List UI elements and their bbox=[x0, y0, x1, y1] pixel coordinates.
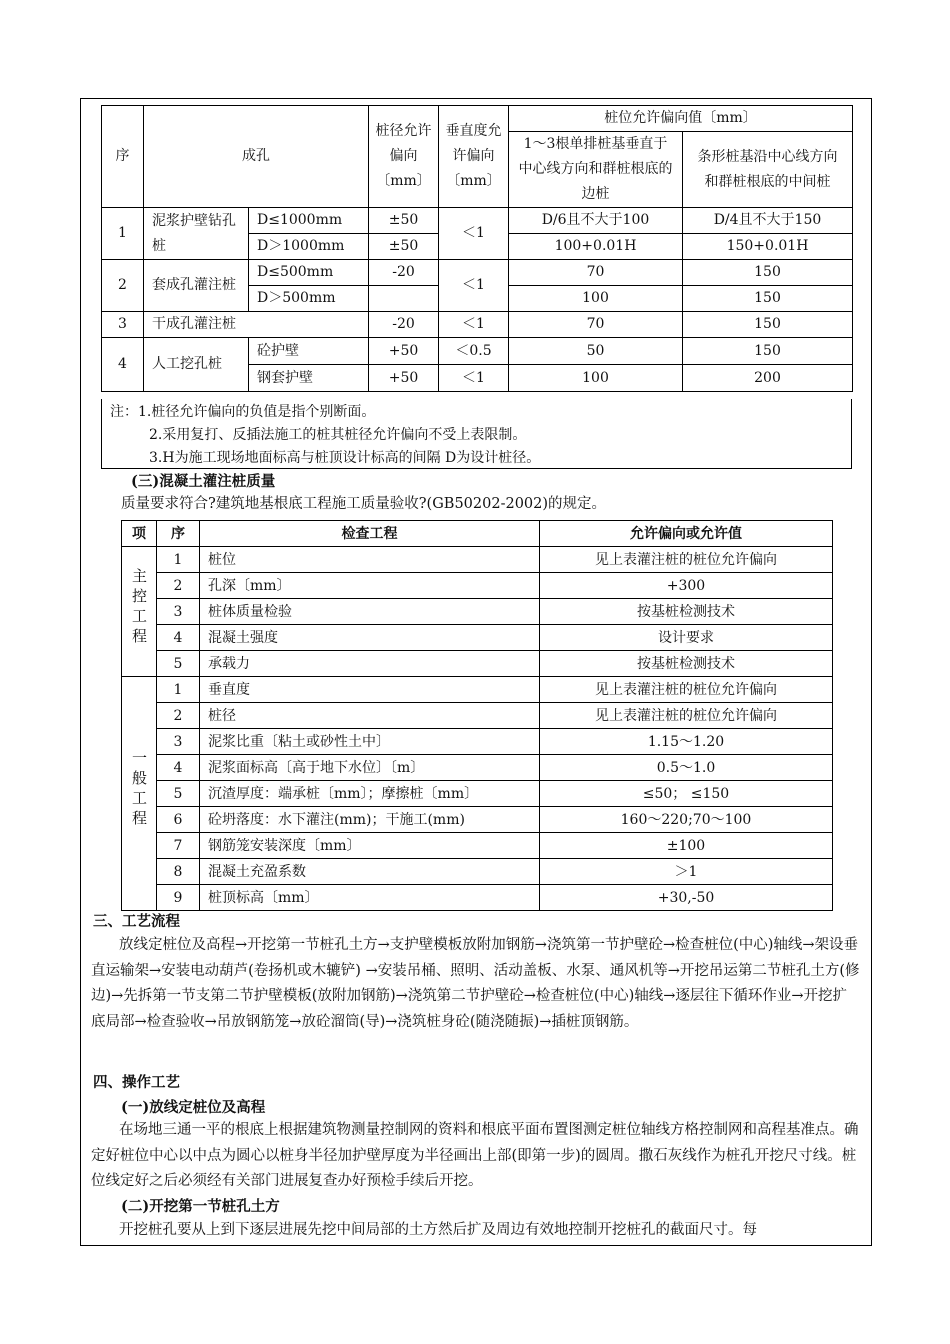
position-middle: 150 bbox=[683, 312, 853, 338]
row-number: 2 bbox=[157, 703, 200, 729]
allow-value: 见上表灌注桩的桩位允许偏向 bbox=[540, 703, 833, 729]
allow-value: 见上表灌注桩的桩位允许偏向 bbox=[540, 547, 833, 573]
table-notes bbox=[101, 399, 852, 469]
check-item: 承载力 bbox=[200, 651, 540, 677]
check-item: 砼坍落度：水下灌注(mm)；干施工(mm) bbox=[200, 807, 540, 833]
position-edge: 100 bbox=[509, 365, 683, 392]
allow-value: ＞1 bbox=[540, 859, 833, 885]
diameter-tolerance: ±50 bbox=[369, 234, 439, 260]
condition: D＞1000mm bbox=[249, 234, 369, 260]
pile-type: 人工挖孔桩 bbox=[144, 338, 249, 392]
check-item: 混凝土强度 bbox=[200, 625, 540, 651]
row-number: 1 bbox=[102, 208, 144, 260]
condition: 砼护壁 bbox=[249, 338, 369, 365]
check-item: 泥浆比重〔粘土或砂性土中〕 bbox=[200, 729, 540, 755]
allow-value: 按基桩检测技术 bbox=[540, 651, 833, 677]
allow-value: ±100 bbox=[540, 833, 833, 859]
row-number: 2 bbox=[102, 260, 144, 312]
check-item: 垂直度 bbox=[200, 677, 540, 703]
check-item: 桩顶标高〔mm〕 bbox=[200, 885, 540, 911]
operation-step-1-title: (一)放线定桩位及高程 bbox=[121, 1099, 266, 1116]
position-middle: 150+0.01H bbox=[683, 234, 853, 260]
row-number: 3 bbox=[102, 312, 144, 338]
allow-value: 按基桩检测技术 bbox=[540, 599, 833, 625]
position-edge: 50 bbox=[509, 338, 683, 365]
condition: D≤1000mm bbox=[249, 208, 369, 234]
allow-value: 见上表灌注桩的桩位允许偏向 bbox=[540, 677, 833, 703]
pile-type: 泥浆护壁钻孔桩 bbox=[144, 208, 249, 260]
verticality-tolerance: ＜1 bbox=[439, 312, 509, 338]
header-check: 检查工程 bbox=[200, 521, 540, 547]
row-number: 9 bbox=[157, 885, 200, 911]
check-item: 泥浆面标高〔高于地下水位〕〔m〕 bbox=[200, 755, 540, 781]
note-line: 2.采用复打、反插法施工的桩其桩径允许偏向不受上表限制。 bbox=[149, 427, 527, 443]
diameter-tolerance: +50 bbox=[369, 365, 439, 392]
header-position-middle-pile: 条形桩基沿中心线方向和群桩根底的中间桩 bbox=[683, 132, 853, 208]
header-position-edge-pile: 1～3根单排桩基垂直于中心线方向和群桩根底的边桩 bbox=[509, 132, 683, 208]
section-craft-process-title: 三、工艺流程 bbox=[93, 913, 180, 930]
row-number: 4 bbox=[157, 625, 200, 651]
allow-value: 1.15～1.20 bbox=[540, 729, 833, 755]
header-seq: 序 bbox=[102, 106, 144, 208]
section-concrete-pile-quality-title: (三)混凝土灌注桩质量 bbox=[131, 473, 276, 490]
allow-value: +300 bbox=[540, 573, 833, 599]
row-number: 4 bbox=[102, 338, 144, 392]
header-allow: 允许偏向或允许值 bbox=[540, 521, 833, 547]
check-item: 桩位 bbox=[200, 547, 540, 573]
pile-type: 干成孔灌注桩 bbox=[144, 312, 369, 338]
position-edge: 100 bbox=[509, 286, 683, 312]
operation-step-2-text: 开挖桩孔要从上到下逐层进展先挖中间局部的土方然后扩及周边有效地控制开挖桩孔的截面尺寸。每 bbox=[119, 1222, 757, 1238]
row-number: 4 bbox=[157, 755, 200, 781]
row-number: 8 bbox=[157, 859, 200, 885]
section-operation-title: 四、操作工艺 bbox=[93, 1074, 180, 1091]
row-number: 1 bbox=[157, 677, 200, 703]
row-number: 3 bbox=[157, 729, 200, 755]
row-number: 7 bbox=[157, 833, 200, 859]
position-middle: 200 bbox=[683, 365, 853, 392]
position-edge: 70 bbox=[509, 312, 683, 338]
verticality-tolerance: ＜0.5 bbox=[439, 338, 509, 365]
check-item: 混凝土充盈系数 bbox=[200, 859, 540, 885]
section-concrete-pile-quality-intro: 质量要求符合?建筑地基根底工程施工质量验收?(GB50202-2002)的规定。 bbox=[121, 496, 607, 512]
allow-value: 设计要求 bbox=[540, 625, 833, 651]
position-edge: 70 bbox=[509, 260, 683, 286]
allow-value: ≤50； ≤150 bbox=[540, 781, 833, 807]
verticality-tolerance: ＜1 bbox=[439, 208, 509, 260]
operation-step-2-title: (二)开挖第一节桩孔土方 bbox=[121, 1198, 280, 1215]
position-edge: 100+0.01H bbox=[509, 234, 683, 260]
row-number: 2 bbox=[157, 573, 200, 599]
condition: D≤500mm bbox=[249, 260, 369, 286]
condition: 钢套护壁 bbox=[249, 365, 369, 392]
group-general: 一般工程 bbox=[122, 677, 157, 911]
concrete-pile-quality-table bbox=[121, 520, 833, 911]
header-item: 项 bbox=[122, 521, 157, 547]
diameter-tolerance: -20 bbox=[369, 260, 439, 286]
check-item: 孔深〔mm〕 bbox=[200, 573, 540, 599]
verticality-tolerance: ＜1 bbox=[439, 365, 509, 392]
allow-value: 0.5～1.0 bbox=[540, 755, 833, 781]
diameter-tolerance: +50 bbox=[369, 338, 439, 365]
section-craft-process-text: 放线定桩位及高程→开挖第一节桩孔土方→支护壁模板放附加钢筋→浇筑第一节护壁砼→检查桩位(中心)轴线→架设垂直运输架→安装电动葫芦(卷扬机或木辘铲) →安装吊桶、照明、活动盖板、水泵、通风机等→开挖吊运第二节桩孔土方(修边)→先拆第一节支第二节护壁模板(放附加钢筋)→浇筑第二节护壁砼→检查桩位(中心)轴线→逐层往下循环作业→开挖扩底局部→检查验收→吊放钢筋笼→放砼溜筒(导)→浇筑桩身砼(随浇随振)→插桩顶钢筋。 bbox=[91, 937, 860, 1030]
position-middle: D/4且不大于150 bbox=[683, 208, 853, 234]
verticality-tolerance: ＜1 bbox=[439, 260, 509, 312]
position-middle: 150 bbox=[683, 338, 853, 365]
operation-step-1-text: 在场地三通一平的根底上根据建筑物测量控制网的资料和根底平面布置图测定桩位轴线方格控制网和高程基准点。确定好桩位中心以中点为圆心以桩身半径加护壁厚度为半径画出上部(即第一步)的圆周。撒石灰线作为桩孔开挖尺寸线。桩位线定好之后必须经有关部门进展复查办好预检手续后开挖。 bbox=[91, 1122, 859, 1189]
header-hole: 成孔 bbox=[144, 106, 369, 208]
row-number: 5 bbox=[157, 651, 200, 677]
position-edge: D/6且不大于100 bbox=[509, 208, 683, 234]
header-diameter-tolerance: 桩径允许偏向〔mm〕 bbox=[369, 106, 439, 208]
diameter-tolerance-empty bbox=[369, 286, 439, 312]
check-item: 桩径 bbox=[200, 703, 540, 729]
row-number: 5 bbox=[157, 781, 200, 807]
check-item: 沉渣厚度：端承桩〔mm〕；摩擦桩〔mm〕 bbox=[200, 781, 540, 807]
document-frame bbox=[80, 98, 872, 1246]
condition: D＞500mm bbox=[249, 286, 369, 312]
diameter-tolerance: ±50 bbox=[369, 208, 439, 234]
check-item: 桩体质量检验 bbox=[200, 599, 540, 625]
check-item: 钢筋笼安装深度〔mm〕 bbox=[200, 833, 540, 859]
note-line: 注：1.桩径允许偏向的负值是指个别断面。 bbox=[110, 404, 376, 420]
header-verticality-tolerance: 垂直度允许偏向〔mm〕 bbox=[439, 106, 509, 208]
row-number: 3 bbox=[157, 599, 200, 625]
row-number: 1 bbox=[157, 547, 200, 573]
position-middle: 150 bbox=[683, 260, 853, 286]
row-number: 6 bbox=[157, 807, 200, 833]
position-middle: 150 bbox=[683, 286, 853, 312]
group-main-control: 主控工程 bbox=[122, 547, 157, 677]
diameter-tolerance: -20 bbox=[369, 312, 439, 338]
pile-position-tolerance-table bbox=[101, 105, 853, 392]
allow-value: +30,-50 bbox=[540, 885, 833, 911]
header-position-tolerance: 桩位允许偏向值〔mm〕 bbox=[509, 106, 853, 132]
allow-value: 160～220;70～100 bbox=[540, 807, 833, 833]
pile-type: 套成孔灌注桩 bbox=[144, 260, 249, 312]
header-seq: 序 bbox=[157, 521, 200, 547]
note-line: 3.H为施工现场地面标高与桩顶设计标高的间隔 D为设计桩径。 bbox=[149, 450, 541, 466]
